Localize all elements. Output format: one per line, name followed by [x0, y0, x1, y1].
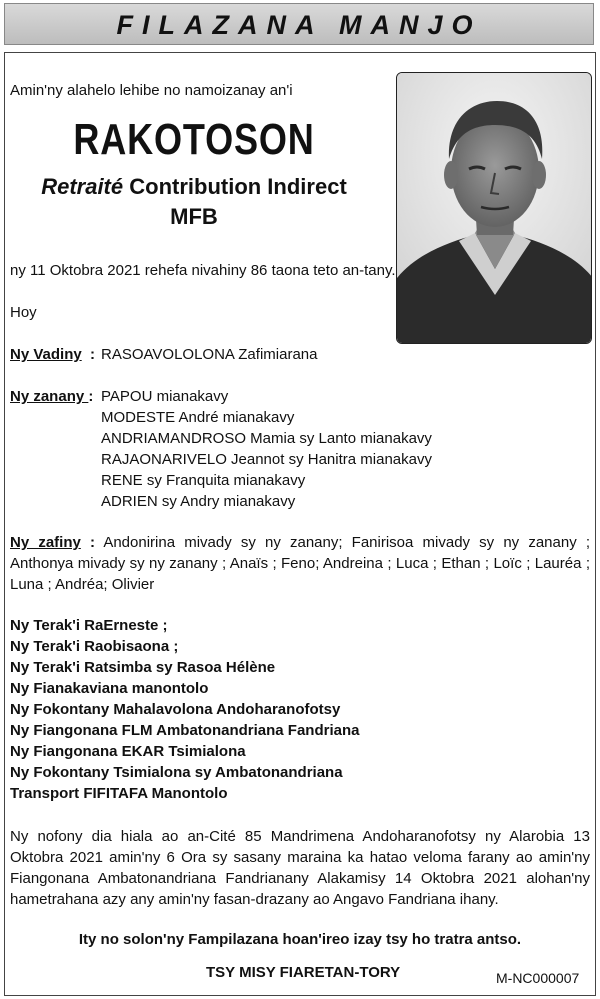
acknowledgement-item: Ny Fokontany Mahalavolona Andoharanofotsy — [10, 701, 341, 718]
acknowledgement-item: Transport FIFITAFA Manontolo — [10, 785, 228, 802]
acknowledgement-item: Ny Terak'i RaErneste ; — [10, 617, 168, 634]
zanany-item: ADRIEN sy Andry mianakavy — [101, 493, 296, 510]
role-italic: Retraité — [41, 174, 124, 199]
acknowledgement-item: Ny Fiangonana EKAR Tsimialona — [10, 743, 246, 760]
zanany-list — [101, 386, 432, 512]
zafiny-colon: : — [90, 534, 95, 551]
vadiny-value: RASOAVOLOLONA Zafimiarana — [101, 346, 318, 363]
vadiny-label: Ny Vadiny — [10, 346, 82, 363]
vadiny-colon: : — [90, 346, 96, 363]
reference-code: M-NC000007 — [496, 970, 580, 986]
acknowledgement-item: Ny Fiangonana FLM Ambatonandriana Fandriana — [10, 722, 360, 739]
acknowledgement-item: Ny Terak'i Ratsimba sy Rasoa Hélène — [10, 659, 276, 676]
deceased-photo — [396, 72, 592, 344]
intro-text: Amin'ny alahelo lehibe no namoizanay an'i — [10, 82, 293, 99]
notice-statement: Ity no solon'ny Fampilazana hoan'ireo izay tsy ho tratra antso. — [78, 931, 522, 948]
date-line: ny 11 Oktobra 2021 rehefa nivahiny 86 taona teto an-tany. — [10, 262, 396, 279]
zanany-label: Ny zanany — [10, 388, 89, 405]
acknowledgement-item: Ny Fianakaviana manontolo — [10, 680, 209, 697]
zanany-item: RAJAONARIVELO Jeannot sy Hanitra mianakavy — [101, 451, 432, 468]
deceased-name: RAKOTOSON — [73, 115, 315, 164]
no-wake-notice: TSY MISY FIARETAN-TORY — [206, 964, 401, 981]
acknowledgement-item: Ny Terak'i Raobisaona ; — [10, 638, 179, 655]
zanany-heading — [10, 386, 93, 407]
zafiny-text: Andonirina mivady sy ny zanany; Fanirisoa mivady sy ny zanany ; Anthonya mivady sy ny zanany ; Anaïs ; Feno; Andreina ; Luca ; Ethan ; Loïc ; Lauréa ; Luna ; Andréa; Olivier — [10, 534, 591, 593]
zafiny-paragraph — [10, 532, 590, 595]
zanany-item: ANDRIAMANDROSO Mamia sy Lanto mianakavy — [101, 430, 432, 447]
portrait-image — [397, 73, 592, 344]
role-rest: Contribution Indirect — [123, 174, 347, 199]
zafiny-label: Ny zafiny — [10, 534, 81, 551]
zanany-item: PAPOU mianakavy — [101, 388, 229, 405]
acknowledgements-list — [10, 615, 359, 804]
zanany-colon: : — [88, 388, 94, 405]
zanany-item: MODESTE André mianakavy — [101, 409, 295, 426]
acknowledgement-item: Ny Fokontany Tsimialona sy Ambatonandriana — [10, 764, 343, 781]
funeral-details: Ny nofony dia hiala ao an-Cité 85 Mandrimena Andoharanofotsy ny Alarobia 13 Oktobra 2021 amin'ny 6 Ora sy sasany maraina ka hatao veloma farany ao amin'ny Fiangonana Ambatonandriana Fandrianany Alakamisy 14 Oktobra 2021 alohan'ny hametrahana azy any amin'ny fasan-drazany ao Angavo Fandriana ihany. — [10, 828, 590, 908]
hoy-label: Hoy — [10, 304, 37, 321]
header-banner — [4, 3, 594, 45]
vadiny-heading — [10, 344, 95, 365]
zanany-item: RENE sy Franquita mianakavy — [101, 472, 306, 489]
deceased-role-line2: MFB — [170, 204, 218, 229]
header-title: FILAZANA MANJO — [116, 10, 482, 40]
deceased-role — [0, 173, 388, 201]
